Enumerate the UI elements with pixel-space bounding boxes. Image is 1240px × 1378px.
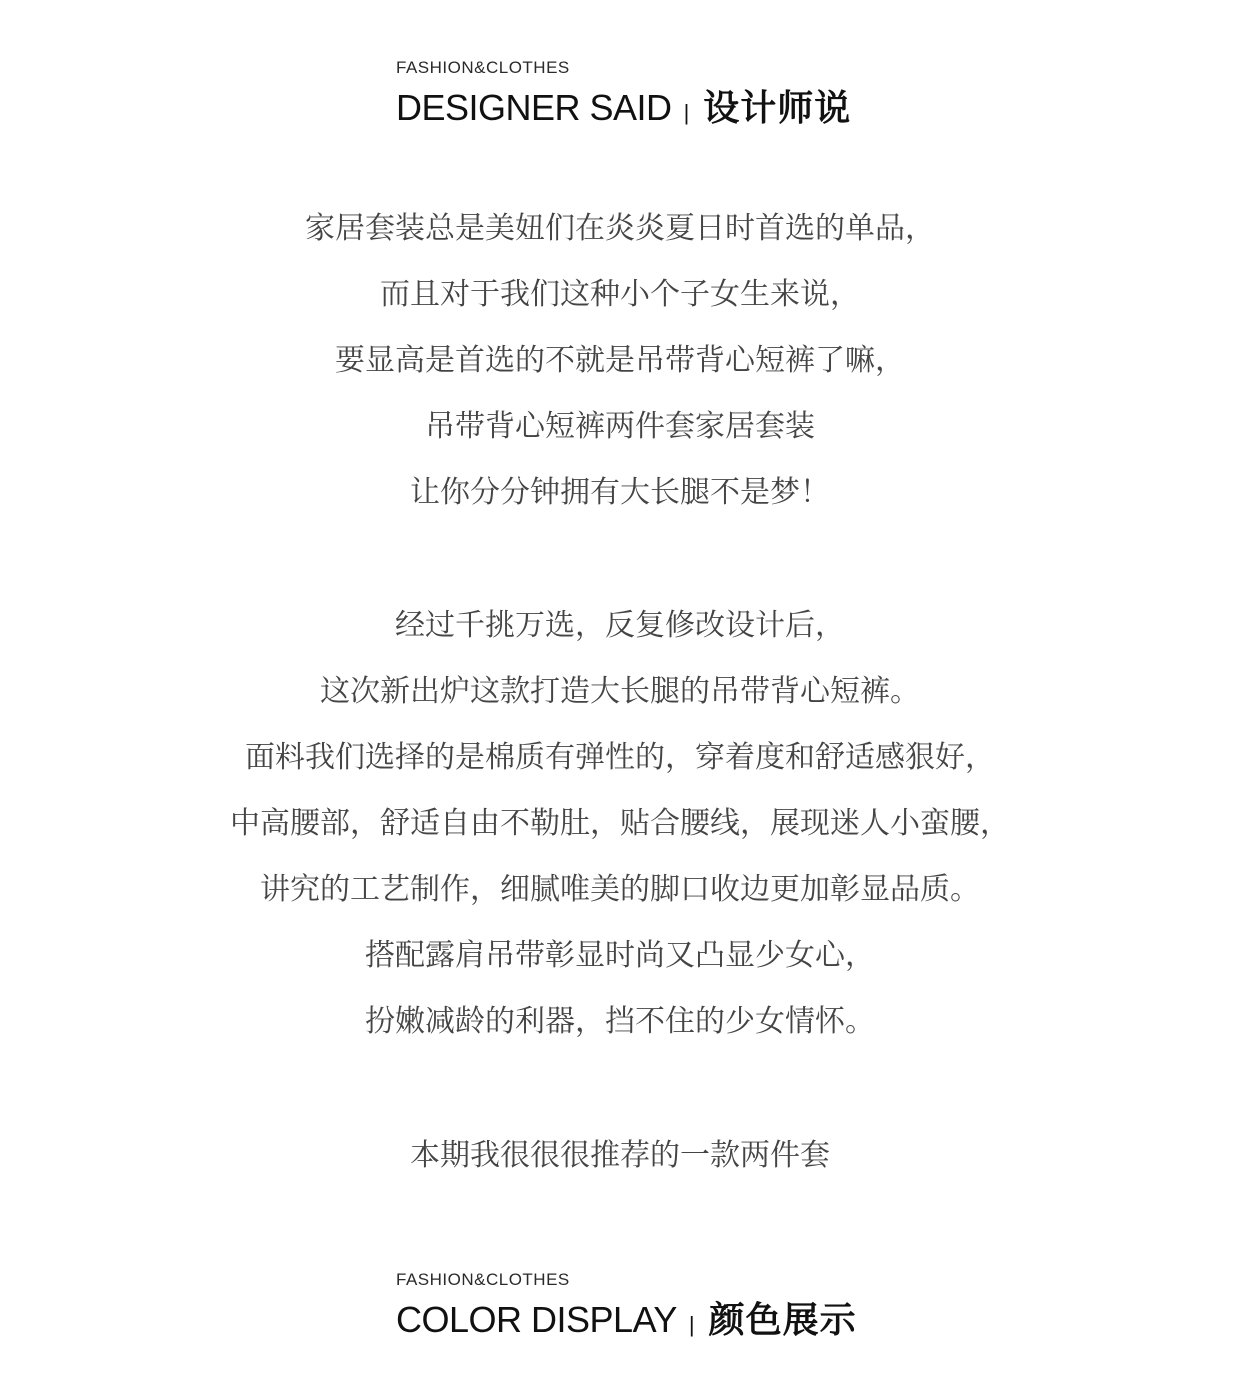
- color-title-separator: |: [688, 1312, 695, 1337]
- color-eyebrow: FASHION&CLOTHES: [396, 1270, 570, 1289]
- paragraph-line: 让你分分钟拥有大长腿不是梦！: [410, 475, 830, 510]
- paragraph-line: 经过千挑万选，反复修改设计后，: [395, 608, 845, 643]
- color-title-cn: 颜色展示: [708, 1300, 857, 1341]
- color-title-en: COLOR DISPLAY: [396, 1299, 677, 1340]
- designer-said-header: [396, 58, 851, 131]
- paragraph-line: 扮嫩减龄的利器，挡不住的少女情怀。: [365, 1004, 875, 1039]
- paragraph-line: 搭配露肩吊带彰显时尚又凸显少女心，: [365, 938, 875, 973]
- paragraph-line: 本期我很很很推荐的一款两件套: [410, 1138, 830, 1173]
- paragraph-line: 家居套装总是美妞们在炎炎夏日时首选的单品，: [305, 211, 935, 246]
- paragraph-line: 而且对于我们这种小个子女生来说，: [380, 277, 860, 312]
- paragraph-line: 面料我们选择的是棉质有弹性的，穿着度和舒适感狠好，: [245, 740, 995, 775]
- paragraph-line: 吊带背心短裤两件套家居套装: [425, 409, 815, 444]
- designer-eyebrow: FASHION&CLOTHES: [396, 58, 570, 77]
- paragraph-recommendation: [0, 1123, 1240, 1189]
- paragraph-line: 讲究的工艺制作，细腻唯美的脚口收边更加彰显品质。: [260, 872, 980, 907]
- color-title-row: [396, 1292, 857, 1343]
- paragraph-intro: [0, 196, 1240, 526]
- paragraph-details: [0, 593, 1240, 1055]
- designer-title-en: DESIGNER SAID: [396, 87, 672, 128]
- paragraph-line: 中高腰部，舒适自由不勒肚，贴合腰线，展现迷人小蛮腰，: [230, 806, 1010, 841]
- designer-title-separator: |: [683, 100, 690, 125]
- designer-title-cn: 设计师说: [703, 88, 852, 129]
- designer-title-row: [396, 80, 851, 131]
- paragraph-line: 这次新出炉这款打造大长腿的吊带背心短裤。: [320, 674, 920, 709]
- color-display-header: [396, 1270, 857, 1343]
- paragraph-line: 要显高是首选的不就是吊带背心短裤了嘛，: [335, 343, 905, 378]
